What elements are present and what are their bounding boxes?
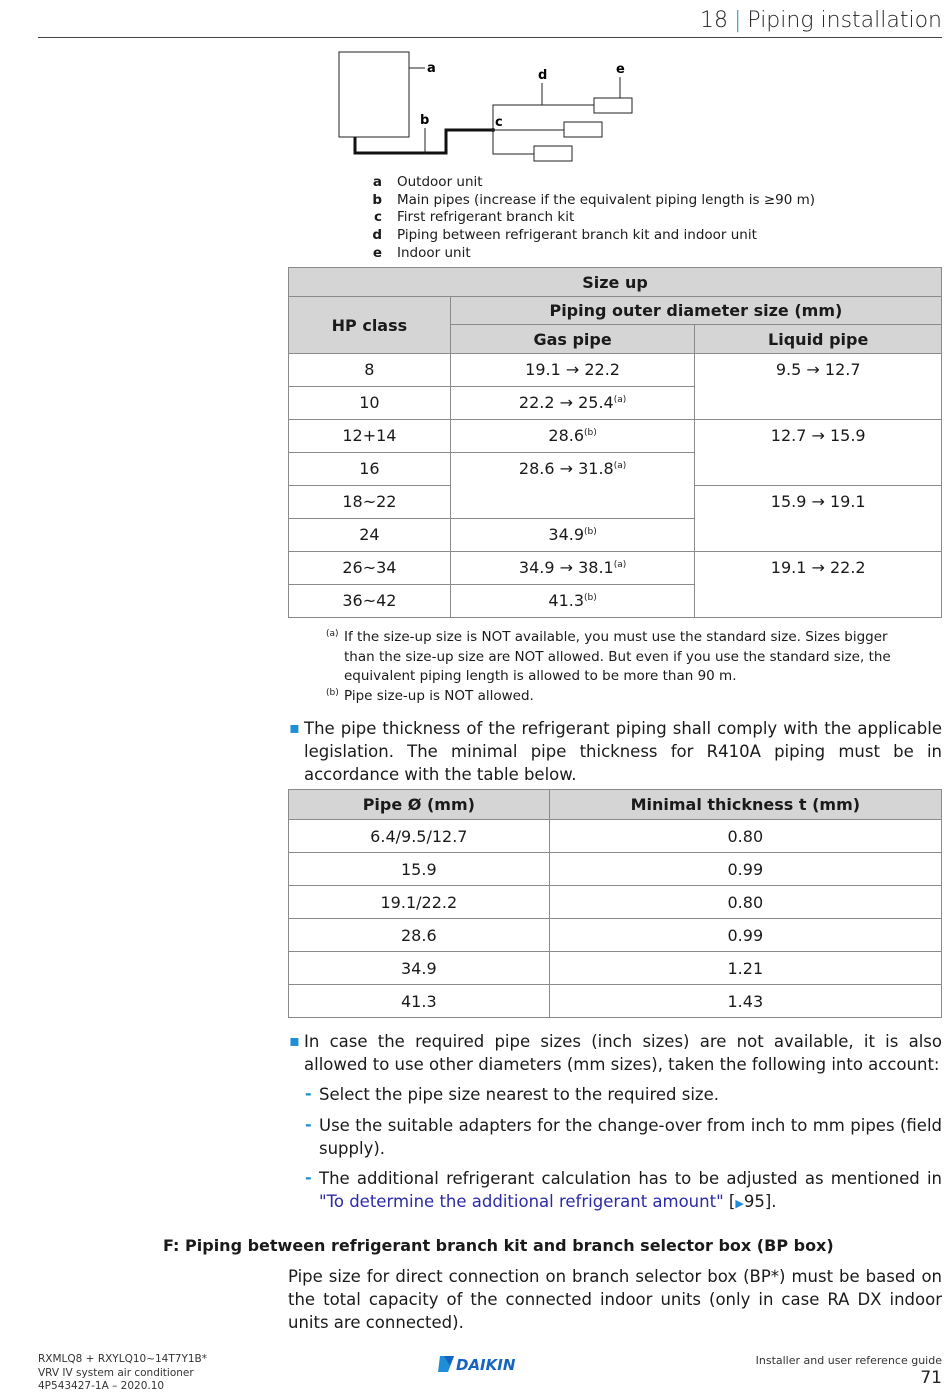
pipe-cell: 19.1/22.2 bbox=[289, 886, 550, 919]
pipe-cell: 15.9 bbox=[289, 853, 550, 886]
page-ref-close: ]. bbox=[764, 1192, 777, 1211]
subitem-refrigerant-calc bbox=[319, 1167, 942, 1215]
hp-cell: 8 bbox=[289, 354, 451, 387]
daikin-logo bbox=[438, 1354, 542, 1374]
subitem-adapters: Use the suitable adapters for the change-over from inch to mm pipes (field supply). bbox=[319, 1116, 942, 1158]
footer-doc-info bbox=[38, 1353, 207, 1394]
legend-text: Indoor unit bbox=[397, 244, 471, 261]
branch-pipe-bottom bbox=[493, 130, 534, 154]
subitem-refrigerant-text: The additional refrigerant calculation has to be adjusted as mentioned in bbox=[319, 1169, 942, 1188]
legend-text: Piping between refrigerant branch kit and indoor unit bbox=[397, 227, 757, 244]
thickness-cell: 1.43 bbox=[549, 985, 941, 1018]
footnote-text: Pipe size-up is NOT allowed. bbox=[344, 687, 534, 704]
label-c: c bbox=[495, 115, 503, 130]
hp-cell: 26~34 bbox=[289, 552, 451, 585]
legend-item bbox=[368, 174, 815, 192]
piping-diagram bbox=[330, 46, 650, 176]
page-ref-number[interactable]: 95 bbox=[743, 1192, 765, 1211]
chapter-title bbox=[700, 8, 942, 33]
header-separator: | bbox=[733, 8, 742, 33]
chapter-number: 18 bbox=[699, 8, 728, 33]
bullet-marker: ▪ bbox=[289, 1031, 300, 1050]
thickness-cell: 0.80 bbox=[549, 820, 941, 853]
hp-cell: 18~22 bbox=[289, 486, 451, 519]
hp-cell: 16 bbox=[289, 453, 451, 486]
legend-key: d bbox=[372, 227, 382, 244]
gas-cell: $22.2 \to 25.4^{(a)}$ bbox=[450, 387, 695, 420]
footnote-mark: (a) bbox=[326, 629, 339, 639]
label-b: b bbox=[420, 113, 430, 128]
page-header bbox=[38, 6, 942, 38]
label-d: d bbox=[538, 68, 548, 83]
column-header-liquid-pipe: Liquid pipe bbox=[695, 325, 942, 354]
dash-marker: - bbox=[305, 1084, 312, 1103]
outdoor-unit-box bbox=[339, 52, 409, 137]
footer-guide-info bbox=[756, 1354, 942, 1388]
bullet-thickness-text: The pipe thickness of the refrigerant piping shall comply with the applicable legislation. The minimal pipe thickness for R410A piping must be in accordance with the table below. bbox=[304, 719, 942, 784]
chapter-name: Piping installation bbox=[747, 8, 942, 33]
footnote-text: If the size-up size is NOT available, you must use the standard size. Sizes bigger than the size-up size are NOT allowed. But even if you use the standard size, the equivalent piping length is allowed to be more than 90 m. bbox=[344, 629, 891, 684]
link-additional-refrigerant[interactable]: "To determine the additional refrigerant amount" bbox=[319, 1192, 724, 1211]
table-row bbox=[289, 985, 942, 1018]
liquid-cell: 15.9 → 19.1 bbox=[695, 486, 942, 552]
table-footnotes bbox=[326, 628, 916, 706]
column-header-diameter: Piping outer diameter size (mm) bbox=[450, 297, 941, 325]
branch-kit-node bbox=[491, 128, 495, 132]
gas-cell: $34.9 \to 38.1^{(a)}$ bbox=[450, 552, 695, 585]
brand-name: DAIKIN bbox=[456, 1356, 516, 1374]
table-row bbox=[289, 952, 942, 985]
footer-doc-number: 4P543427-1A – 2020.10 bbox=[38, 1380, 165, 1392]
legend-item bbox=[368, 245, 815, 263]
diagram-legend bbox=[368, 174, 815, 263]
thickness-cell: 0.80 bbox=[549, 886, 941, 919]
subitem-nearest-size: Select the pipe size nearest to the required size. bbox=[319, 1085, 719, 1104]
table-row bbox=[289, 853, 942, 886]
label-a: a bbox=[427, 61, 436, 76]
hp-cell: 24 bbox=[289, 519, 451, 552]
legend-text: Outdoor unit bbox=[397, 174, 483, 190]
hp-cell: 12+14 bbox=[289, 420, 451, 453]
liquid-cell: 19.1 → 22.2 bbox=[695, 552, 942, 618]
pipe-cell: 34.9 bbox=[289, 952, 550, 985]
label-e: e bbox=[616, 62, 625, 77]
footer-guide-title: Installer and user reference guide bbox=[755, 1354, 942, 1367]
dash-marker: - bbox=[305, 1168, 312, 1187]
column-header-min-thickness: Minimal thickness t (mm) bbox=[549, 790, 941, 820]
liquid-cell: 12.7 → 15.9 bbox=[695, 420, 942, 486]
dash-marker: - bbox=[305, 1115, 312, 1134]
legend-text: Main pipes (increase if the equivalent piping length is ≥90 m) bbox=[397, 191, 816, 208]
legend-key: e bbox=[372, 244, 382, 261]
thickness-cell: 1.21 bbox=[549, 952, 941, 985]
section-heading: F: Piping between refrigerant branch kit and branch selector box (BP box) bbox=[163, 1236, 834, 1255]
footnote bbox=[326, 628, 916, 687]
gas-cell: 41.3$^{(b)}$ bbox=[450, 585, 695, 618]
liquid-cell: 9.5 → 12.7 bbox=[695, 354, 942, 420]
indoor-unit-3 bbox=[534, 146, 572, 161]
page-number: 71 bbox=[920, 1368, 942, 1388]
indoor-unit-2 bbox=[564, 122, 602, 137]
table-row bbox=[289, 354, 942, 387]
pipe-cell: 28.6 bbox=[289, 919, 550, 952]
legend-item bbox=[368, 209, 815, 227]
column-header-gas-pipe: Gas pipe bbox=[450, 325, 695, 354]
footer-model: RXMLQ8 + RXYLQ10~14T7Y1B* bbox=[38, 1353, 207, 1365]
legend-item bbox=[368, 227, 815, 245]
bullet-inch-sizes-text: In case the required pipe sizes (inch sizes) are not available, it is also allowed to use other diameters (mm sizes), taken the following into account: bbox=[304, 1032, 942, 1074]
pipe-cell: 41.3 bbox=[289, 985, 550, 1018]
footnote-mark: (b) bbox=[326, 687, 339, 698]
table-row bbox=[289, 919, 942, 952]
pipe-cell: 6.4/9.5/12.7 bbox=[289, 820, 550, 853]
table-row bbox=[289, 552, 942, 585]
gas-cell: 28.6$^{(b)}$ bbox=[450, 420, 695, 453]
gas-cell: 19.1 → 22.2 bbox=[450, 354, 695, 387]
size-up-table bbox=[288, 267, 942, 618]
footnote bbox=[326, 687, 916, 707]
page-ref-arrow-icon: ▶ bbox=[735, 1197, 744, 1210]
table-title: Size up bbox=[289, 268, 942, 297]
legend-key: b bbox=[372, 191, 382, 208]
bullet-marker: ▪ bbox=[289, 718, 300, 737]
hp-cell: 36~42 bbox=[289, 585, 451, 618]
thickness-table bbox=[288, 789, 942, 1018]
hp-cell: 10 bbox=[289, 387, 451, 420]
legend-text: First refrigerant branch kit bbox=[397, 209, 575, 226]
gas-cell: 34.9$^{(b)}$ bbox=[450, 519, 695, 552]
thickness-cell: 0.99 bbox=[549, 853, 941, 886]
legend-item bbox=[368, 192, 815, 210]
column-header-pipe-diameter: Pipe Ø (mm) bbox=[289, 790, 550, 820]
legend-key: a bbox=[372, 174, 382, 190]
table-row bbox=[289, 820, 942, 853]
column-header-hp-class: HP class bbox=[289, 297, 451, 354]
thickness-cell: 0.99 bbox=[549, 919, 941, 952]
page-ref-open: [ bbox=[723, 1192, 736, 1211]
gas-cell: $28.6 \to 31.8^{(a)}$ bbox=[450, 453, 695, 519]
table-row bbox=[289, 420, 942, 453]
table-row bbox=[289, 886, 942, 919]
section-body: Pipe size for direct connection on branch selector box (BP*) must be based on the total capacity of the connected indoor units (only in case RA DX indoor units are connected). bbox=[288, 1267, 942, 1332]
legend-key: c bbox=[373, 209, 382, 226]
indoor-unit-1 bbox=[594, 98, 632, 113]
footer-product: VRV IV system air conditioner bbox=[38, 1366, 194, 1379]
